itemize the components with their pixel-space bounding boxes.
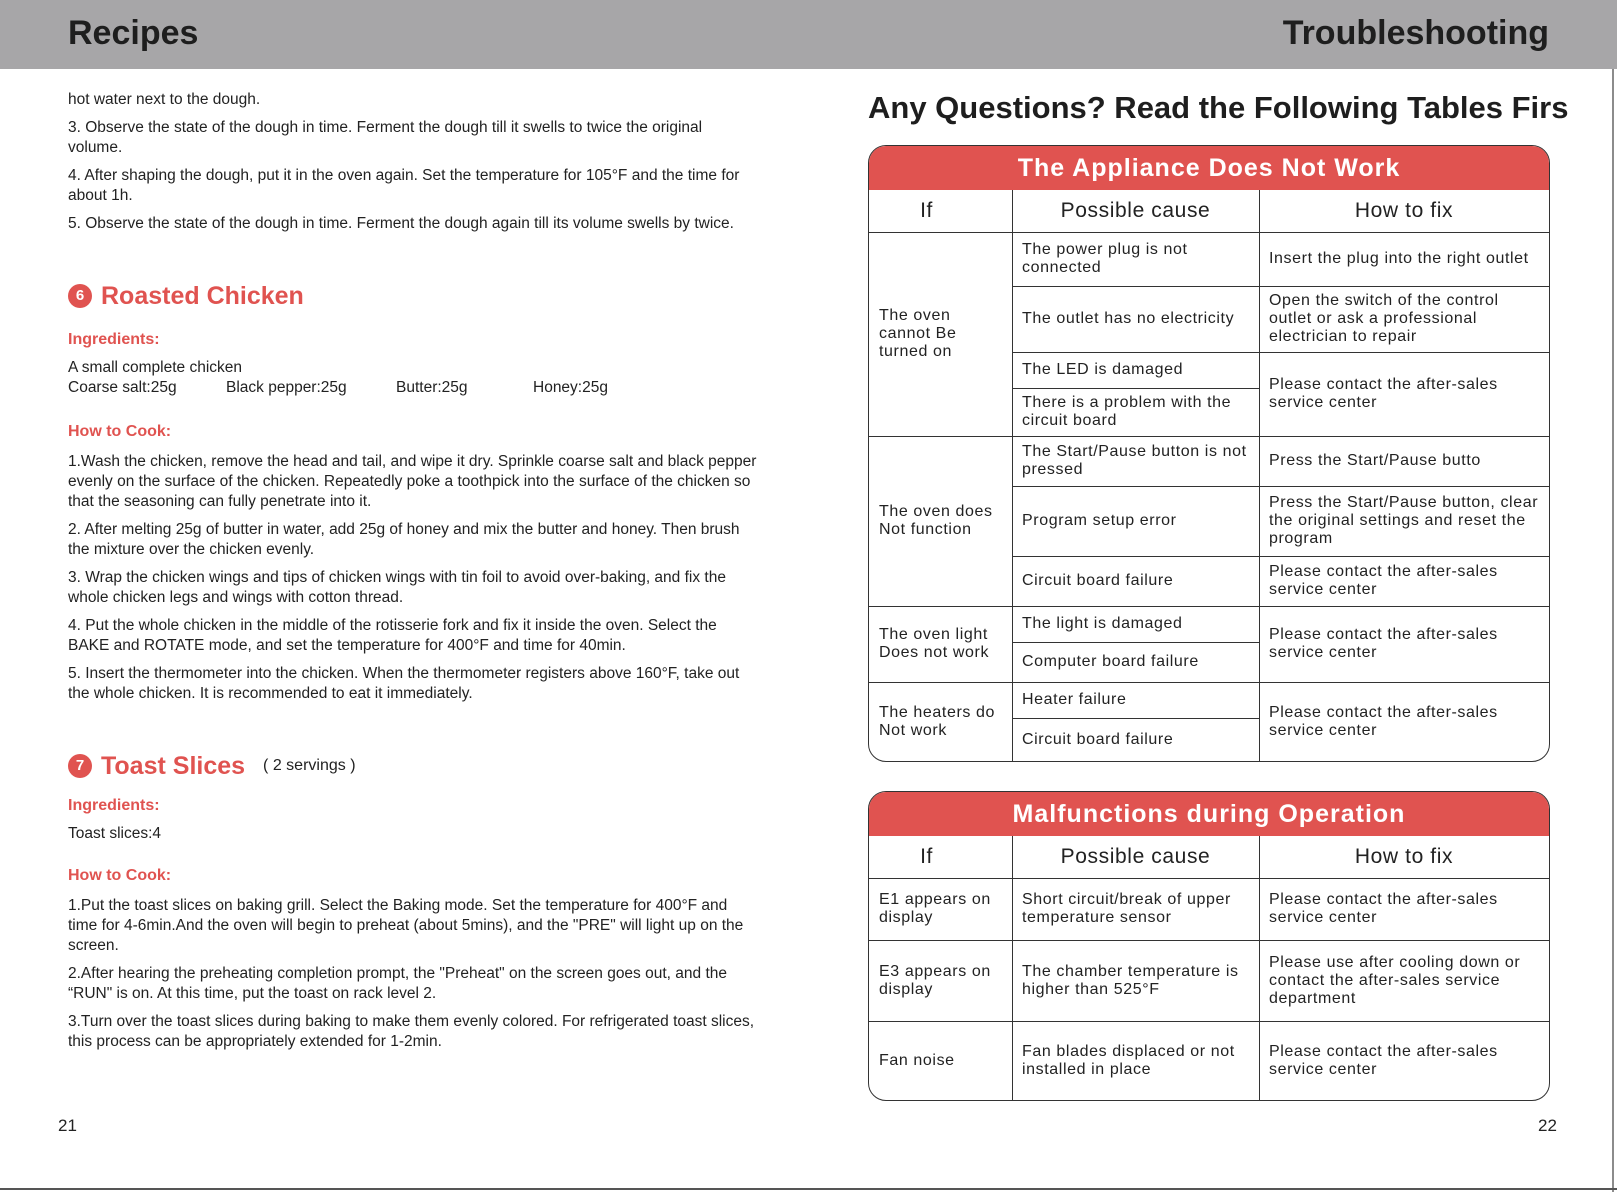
chicken-ingredients-label: Ingredients: — [68, 331, 160, 348]
cause-cell: Program setup error — [1022, 512, 1177, 529]
questions-title: Any Questions? Read the Following Tables Firs — [868, 90, 1569, 125]
chicken-step: 3. Wrap the chicken wings and tips of chicken wings with tin foil to avoid over-baking, and fix the whole chicken legs and wings with cotton thread. — [68, 569, 726, 606]
cause-cell: The outlet has no electricity — [1022, 310, 1235, 327]
intro-paragraph: 3. Observe the state of the dough in time. Ferment the dough till it swells to twice the original volume. — [68, 119, 703, 156]
table-body — [869, 836, 1549, 1100]
header-if: If — [920, 845, 933, 868]
page-header — [0, 0, 1617, 69]
page-bottom-line — [0, 1188, 1617, 1190]
fix-cell: Please contact the after-sales service center — [1269, 626, 1498, 661]
chicken-step: 4. Put the whole chicken in the middle of the rotisserie fork and fix it inside the oven. Select the BAKE and ROTATE mode, and set the temperature for 400°F and time for 40min. — [68, 617, 717, 654]
troubleshooting-heading: Troubleshooting — [1282, 14, 1549, 52]
servings-note: ( 2 servings ) — [263, 757, 356, 774]
cause-cell: Circuit board failure — [1022, 730, 1174, 748]
ingredient-item: Black pepper:25g — [226, 379, 347, 396]
recipes-heading: Recipes — [68, 14, 199, 52]
table-body — [869, 190, 1549, 761]
toast-step: 3.Turn over the toast slices during baking to make them evenly colored. For refrigerated toast slices, this process can be appropriately extended for 1-2min. — [68, 1013, 755, 1050]
fix-cell: Please contact the after-sales service center — [1269, 703, 1498, 739]
chicken-step: 1.Wash the chicken, remove the head and tail, and wipe it dry. Sprinkle coarse salt and black pepper evenly on the surface of the chicken. Repeatedly poke a toothpick into the surface of the chicken so that the seasoning can fully penetrate into it. — [68, 453, 757, 510]
table-title: Malfunctions during Operation — [869, 792, 1549, 836]
fix-cell: Press the Start/Pause butto — [1269, 452, 1481, 469]
ingredient-item: Butter:25g — [396, 379, 468, 396]
malfunctions-table — [868, 791, 1550, 1101]
intro-paragraph: hot water next to the dough. — [68, 91, 261, 108]
section-number-badge: 7 — [68, 754, 92, 778]
chicken-ingredient-list — [68, 378, 758, 398]
cause-cell: The LED is damaged — [1022, 361, 1184, 378]
if-cell: The heaters do Not work — [879, 703, 996, 739]
page-edge-line — [1612, 69, 1614, 1192]
fix-cell: Please use after cooling down or contact the after-sales service department — [1269, 953, 1521, 1007]
page-number-right: 22 — [1538, 1116, 1557, 1135]
if-cell: Fan noise — [879, 1051, 955, 1069]
fix-cell: Please contact the after-sales service center — [1269, 376, 1498, 411]
table-title: The Appliance Does Not Work — [869, 146, 1549, 190]
cause-cell: Short circuit/break of upper temperature sensor — [1022, 891, 1231, 926]
toast-step: 1.Put the toast slices on baking grill. Select the Baking mode. Set the temperature for 400°F and time for 4-6min.And the oven will begin to preheat (about 5mins), and the "PRE" will light up on the screen. — [68, 897, 744, 954]
recipes-column — [68, 90, 758, 1060]
header-cause: Possible cause — [1060, 199, 1211, 222]
header-if: If — [920, 199, 933, 222]
intro-paragraph: 4. After shaping the dough, put it in the oven again. Set the temperature for 105°F and the time for about 1h. — [68, 167, 740, 204]
header-fix: How to fix — [1354, 845, 1454, 868]
header-cause: Possible cause — [1060, 845, 1211, 868]
if-cell: The oven does Not function — [879, 503, 993, 538]
cause-cell: Computer board failure — [1022, 653, 1199, 670]
cause-cell: The power plug is not connected — [1022, 241, 1188, 276]
cause-cell: Fan blades displaced or not installed in place — [1022, 1042, 1235, 1078]
if-cell: The oven cannot Be turned on — [879, 307, 957, 360]
cause-cell: The light is damaged — [1022, 615, 1183, 632]
section-title-text: Toast Slices — [101, 752, 246, 780]
chicken-howto-label: How to Cook: — [68, 423, 172, 440]
fix-cell: Insert the plug into the right outlet — [1269, 250, 1529, 267]
cause-cell: There is a problem with the circuit board — [1022, 394, 1232, 429]
header-fix: How to fix — [1354, 199, 1454, 222]
roasted-chicken-title — [68, 284, 758, 308]
section-number-badge: 6 — [68, 284, 92, 308]
toast-howto-label: How to Cook: — [68, 867, 172, 884]
chicken-step: 5. Insert the thermometer into the chicken. When the thermometer registers above 160°F, take out the whole chicken. It is recommended to eat it immediately. — [68, 665, 740, 702]
intro-paragraph: 5. Observe the state of the dough in time. Ferment the dough again till its volume swells by twice. — [68, 215, 734, 232]
fix-cell: Please contact the after-sales service center — [1269, 891, 1498, 926]
toast-slices-title — [68, 754, 758, 778]
cause-cell: Circuit board failure — [1022, 572, 1174, 589]
cause-cell: Heater failure — [1022, 691, 1127, 708]
cause-cell: The chamber temperature is higher than 525°F — [1022, 962, 1239, 998]
page-number-left: 21 — [58, 1116, 77, 1135]
if-cell: E1 appears on display — [879, 891, 991, 926]
cause-cell: The Start/Pause button is not pressed — [1022, 443, 1247, 478]
fix-cell: Press the Start/Pause button, clear the original settings and reset the program — [1269, 494, 1539, 547]
ingredient-item: Honey:25g — [533, 379, 608, 396]
fix-cell: Please contact the after-sales service center — [1269, 1042, 1498, 1078]
chicken-ingredient-line: A small complete chicken — [68, 359, 243, 376]
ingredient-item: Coarse salt:25g — [68, 379, 177, 396]
fix-cell: Please contact the after-sales service center — [1269, 563, 1498, 598]
if-cell: E3 appears on display — [879, 962, 991, 998]
appliance-not-work-table — [868, 145, 1550, 762]
chicken-step: 2. After melting 25g of butter in water, add 25g of honey and mix the butter and honey. Then brush the mixture over the chicken evenly. — [68, 521, 740, 558]
fix-cell: Open the switch of the control outlet or ask a professional electrician to repair — [1269, 292, 1499, 345]
if-cell: The oven light Does not work — [879, 626, 990, 661]
toast-ingredients-label: Ingredients: — [68, 797, 160, 814]
toast-ingredient-line: Toast slices:4 — [68, 825, 162, 842]
section-title-text: Roasted Chicken — [101, 282, 304, 310]
toast-step: 2.After hearing the preheating completion prompt, the "Preheat" on the screen goes out, and the “RUN" is on. At this time, put the toast on rack level 2. — [68, 965, 727, 1002]
